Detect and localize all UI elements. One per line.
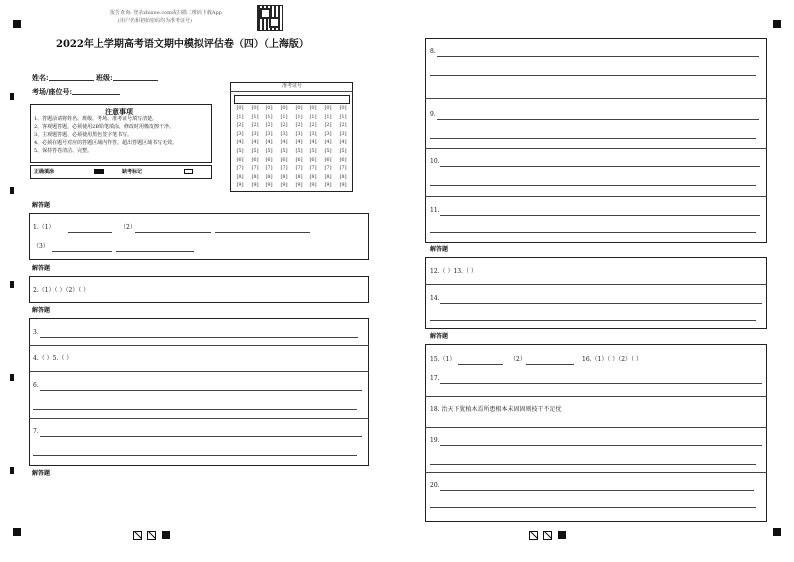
correct-fill-sample	[94, 169, 104, 174]
exam-id-bubble[interactable]: [5]	[236, 147, 244, 154]
registration-mark	[773, 528, 781, 536]
row-divider	[425, 148, 767, 149]
exam-id-bubble[interactable]: [6]	[236, 156, 244, 163]
row-divider	[425, 98, 767, 99]
row-divider	[425, 396, 767, 397]
q1-part3-label: （3）	[33, 243, 49, 250]
q16-label: 16.（1）（ ）（2）（ ）	[582, 356, 642, 363]
q9-answer-line[interactable]	[430, 138, 756, 139]
exam-id-bubble[interactable]: [7]	[309, 165, 317, 172]
exam-id-bubble[interactable]: [1]	[295, 113, 303, 120]
timing-mark	[10, 374, 14, 381]
q15-label: 15.（1）	[430, 356, 456, 363]
exam-id-bubble[interactable]: [2]	[265, 122, 273, 129]
exam-id-entry-row[interactable]	[234, 95, 350, 104]
exam-id-column[interactable]	[308, 104, 318, 190]
exam-id-bubble[interactable]: [8]	[251, 173, 259, 180]
row-divider	[29, 418, 369, 419]
page-title: 2022年上学期高考语文期中模拟评估卷（四）（上海版）	[56, 39, 309, 50]
exam-id-bubble[interactable]: [3]	[280, 130, 288, 137]
q15-answer-line[interactable]	[526, 364, 574, 365]
room-seat-label: 考场/座位号:	[32, 87, 73, 96]
exam-id-column[interactable]	[294, 104, 304, 190]
q6-label: 6.	[33, 382, 39, 389]
q1-answer-line[interactable]	[116, 251, 194, 252]
report-notice-sub: (用户名和初始密码均为准考证号)	[118, 18, 192, 24]
row-divider	[29, 371, 369, 372]
exam-id-bubble[interactable]: [3]	[324, 130, 332, 137]
q8-answer-line[interactable]	[430, 75, 756, 76]
exam-id-bubble[interactable]: [8]	[280, 173, 288, 180]
q14-answer-line[interactable]	[440, 303, 762, 304]
q3-label: 3.	[33, 329, 39, 336]
q1-answer-line[interactable]	[135, 232, 211, 233]
exam-id-bubble[interactable]: [9]	[265, 182, 273, 189]
q20-answer-line[interactable]	[440, 490, 754, 491]
exam-id-bubble[interactable]: [1]	[339, 113, 347, 120]
q9-label: 9.	[430, 111, 436, 118]
exam-id-bubble[interactable]: [3]	[339, 130, 347, 137]
exam-id-bubble[interactable]: [9]	[295, 182, 303, 189]
exam-id-bubble[interactable]: [7]	[339, 165, 347, 172]
q20-answer-line[interactable]	[430, 507, 756, 508]
exam-id-bubble[interactable]: [2]	[309, 122, 317, 129]
timing-mark	[10, 467, 14, 474]
q15-answer-line[interactable]	[458, 364, 503, 365]
q10-answer-line[interactable]	[440, 166, 760, 167]
exam-id-bubble[interactable]: [1]	[236, 113, 244, 120]
exam-id-bubble[interactable]: [6]	[309, 156, 317, 163]
answer-box-q8-q11[interactable]	[425, 38, 767, 243]
exam-id-bubble[interactable]: [9]	[309, 182, 317, 189]
exam-id-bubble[interactable]: [4]	[251, 139, 259, 146]
exam-id-bubble[interactable]: [7]	[295, 165, 303, 172]
exam-id-bubble[interactable]: [3]	[309, 130, 317, 137]
missing-mark-label: 缺考标记	[122, 169, 143, 175]
q1-answer-line[interactable]	[215, 232, 310, 233]
room-seat-field[interactable]	[32, 87, 120, 95]
registration-mark	[162, 531, 170, 539]
exam-id-bubble[interactable]: [2]	[251, 122, 259, 129]
exam-id-bubble[interactable]: [5]	[309, 147, 317, 154]
exam-id-bubble[interactable]: [8]	[309, 173, 317, 180]
exam-id-bubble[interactable]: [7]	[324, 165, 332, 172]
exam-id-column[interactable]	[250, 104, 260, 190]
q6-answer-line[interactable]	[33, 409, 357, 410]
registration-mark	[773, 20, 781, 28]
exam-id-column[interactable]	[279, 104, 289, 190]
notes-item: 2、客观题答题，必须使用2B铅笔填涂，修改时用橡皮擦干净。	[34, 124, 175, 130]
answer-box-q3-q7[interactable]	[29, 318, 369, 466]
q11-answer-line[interactable]	[430, 232, 756, 233]
section-label: 解答题	[32, 470, 51, 477]
exam-id-bubble[interactable]: [5]	[265, 147, 273, 154]
page-check-box	[133, 531, 142, 540]
page-check-box	[147, 531, 156, 540]
exam-id-bubble[interactable]: [1]	[265, 113, 273, 120]
q1-answer-line[interactable]	[68, 232, 112, 233]
exam-id-bubble[interactable]: [6]	[324, 156, 332, 163]
notes-item: 3、主观题答题，必须使用黑色签字笔书写。	[34, 132, 133, 138]
section-label: 解答题	[430, 333, 449, 340]
q20-label: 20.	[430, 482, 440, 489]
exam-id-bubble[interactable]: [2]	[339, 122, 347, 129]
q19-answer-line[interactable]	[440, 445, 762, 446]
exam-id-bubble[interactable]: [6]	[265, 156, 273, 163]
exam-id-bubble[interactable]: [3]	[236, 130, 244, 137]
exam-id-bubble[interactable]: [2]	[236, 122, 244, 129]
timing-mark	[10, 187, 14, 194]
exam-id-divider	[230, 91, 353, 92]
section-label: 解答题	[32, 202, 51, 209]
q19-label: 19.	[430, 437, 440, 444]
q11-label: 11.	[430, 207, 440, 214]
name-label: 姓名:	[32, 73, 49, 82]
exam-id-bubble[interactable]: [8]	[265, 173, 273, 180]
exam-id-bubble[interactable]: [7]	[280, 165, 288, 172]
exam-id-bubble[interactable]: [4]	[236, 139, 244, 146]
notes-item: 5、保持答卷清洁、完整。	[34, 148, 93, 154]
exam-id-bubble[interactable]: [0]	[251, 105, 259, 111]
exam-id-bubble[interactable]: [4]	[324, 139, 332, 146]
exam-id-bubble[interactable]: [1]	[251, 113, 259, 120]
q17-label: 17.	[430, 375, 440, 382]
q18-label: 18. 治天下犹植木焉所患根本未固固则枝干不足忧	[430, 406, 562, 413]
q3-answer-line[interactable]	[40, 337, 358, 338]
exam-id-bubble[interactable]: [4]	[339, 139, 347, 146]
exam-id-bubble[interactable]: [0]	[236, 105, 244, 111]
notes-item: 4、必须在题号对应的答题区域内作答，超出答题区域书写无效。	[34, 140, 178, 146]
page-check-box	[543, 531, 552, 540]
exam-id-bubble[interactable]: [2]	[280, 122, 288, 129]
exam-id-bubble[interactable]: [2]	[324, 122, 332, 129]
q10-answer-line[interactable]	[430, 185, 756, 186]
name-field[interactable]	[32, 73, 158, 81]
exam-id-bubble[interactable]: [0]	[280, 105, 288, 111]
q19-answer-line[interactable]	[430, 464, 756, 465]
q8-answer-line[interactable]	[437, 56, 759, 57]
correct-fill-label: 正确填涂	[34, 169, 55, 175]
q14-answer-line[interactable]	[430, 320, 756, 321]
exam-id-bubble[interactable]: [6]	[295, 156, 303, 163]
exam-id-bubble[interactable]: [5]	[251, 147, 259, 154]
q9-answer-line[interactable]	[437, 119, 759, 120]
report-notice: 报告查询: 登录zhixue.com或扫描二维码下载App	[110, 10, 222, 16]
exam-id-bubble[interactable]: [9]	[339, 182, 347, 189]
exam-id-bubble[interactable]: [6]	[339, 156, 347, 163]
exam-id-bubble[interactable]: [4]	[309, 139, 317, 146]
exam-id-bubble[interactable]: [5]	[280, 147, 288, 154]
row-divider	[425, 472, 767, 473]
section-label: 解答题	[430, 246, 449, 253]
exam-id-column[interactable]	[323, 104, 333, 190]
exam-id-bubble[interactable]: [4]	[265, 139, 273, 146]
class-label: 班级:	[96, 73, 113, 82]
qr-code-icon	[257, 5, 283, 31]
exam-id-column[interactable]	[235, 104, 245, 190]
exam-id-bubble[interactable]: [8]	[339, 173, 347, 180]
exam-id-bubble[interactable]: [5]	[339, 147, 347, 154]
section-label: 解答题	[32, 265, 51, 272]
exam-id-bubble[interactable]: [9]	[324, 182, 332, 189]
exam-id-bubble[interactable]: [0]	[324, 105, 332, 111]
q8-label: 8.	[430, 48, 436, 55]
row-divider	[425, 196, 767, 197]
q17-answer-line[interactable]	[440, 383, 762, 384]
q7-label: 7.	[33, 428, 39, 435]
missing-mark-checkbox[interactable]	[184, 169, 193, 174]
exam-id-bubble[interactable]: [8]	[295, 173, 303, 180]
q1-label: 1.（1）	[33, 224, 55, 231]
exam-id-bubble[interactable]: [4]	[295, 139, 303, 146]
q1-answer-line[interactable]	[52, 251, 112, 252]
registration-mark	[558, 531, 566, 539]
q2-label: 2.（1）（ ）（2）（ ）	[33, 287, 90, 294]
row-divider	[29, 345, 369, 346]
exam-id-bubble[interactable]: [7]	[251, 165, 259, 172]
exam-id-bubble[interactable]: [0]	[265, 105, 273, 111]
exam-id-bubble[interactable]: [4]	[280, 139, 288, 146]
section-label: 解答题	[32, 307, 51, 314]
exam-id-bubble[interactable]: [3]	[295, 130, 303, 137]
notes-item: 1、答题前请将姓名、班级、考场、准考证号填写清楚。	[34, 116, 158, 122]
exam-id-title: 准考证号	[282, 83, 303, 89]
exam-id-bubble[interactable]: [7]	[236, 165, 244, 172]
exam-id-bubble[interactable]: [1]	[280, 113, 288, 120]
exam-id-bubble[interactable]: [6]	[251, 156, 259, 163]
answer-box-q15-q20[interactable]	[425, 344, 767, 522]
page-check-box	[529, 531, 538, 540]
q15-part2-label: （2）	[510, 356, 526, 363]
exam-id-bubble[interactable]: [5]	[295, 147, 303, 154]
row-divider	[425, 284, 767, 285]
exam-id-column[interactable]	[264, 104, 274, 190]
q1-part2-label: （2）	[120, 224, 136, 231]
q7-answer-line[interactable]	[40, 436, 362, 437]
exam-id-bubble[interactable]: [0]	[339, 105, 347, 111]
registration-mark	[13, 528, 21, 536]
exam-id-bubble[interactable]: [1]	[309, 113, 317, 120]
exam-id-bubble[interactable]: [9]	[251, 182, 259, 189]
q45-label: 4.（ ）5.（ ）	[33, 355, 73, 362]
answer-box-q1[interactable]	[29, 213, 369, 260]
row-divider	[425, 427, 767, 428]
registration-mark	[13, 20, 21, 28]
q6-answer-line[interactable]	[40, 390, 362, 391]
q14-label: 14.	[430, 295, 440, 302]
timing-mark	[10, 93, 14, 100]
q10-label: 10.	[430, 158, 440, 165]
exam-id-bubble[interactable]: [3]	[265, 130, 273, 137]
exam-id-column[interactable]	[338, 104, 348, 190]
q7-answer-line[interactable]	[33, 455, 357, 456]
exam-id-bubble[interactable]: [0]	[295, 105, 303, 111]
exam-id-bubble[interactable]: [3]	[251, 130, 259, 137]
timing-mark	[10, 281, 14, 288]
exam-id-bubble[interactable]: [0]	[309, 105, 317, 111]
q11-answer-line[interactable]	[440, 215, 760, 216]
exam-id-bubble[interactable]: [6]	[280, 156, 288, 163]
q1213-label: 12.（ ）13.（ ）	[430, 268, 477, 275]
exam-id-bubble[interactable]: [9]	[236, 182, 244, 189]
exam-id-bubble[interactable]: [8]	[236, 173, 244, 180]
exam-id-bubble[interactable]: [8]	[324, 173, 332, 180]
exam-id-bubble[interactable]: [1]	[324, 113, 332, 120]
exam-id-bubble[interactable]: [2]	[295, 122, 303, 129]
exam-id-bubble[interactable]: [5]	[324, 147, 332, 154]
notes-title: 注意事项	[105, 107, 133, 116]
exam-id-bubble[interactable]: [9]	[280, 182, 288, 189]
exam-id-bubble[interactable]: [7]	[265, 165, 273, 172]
